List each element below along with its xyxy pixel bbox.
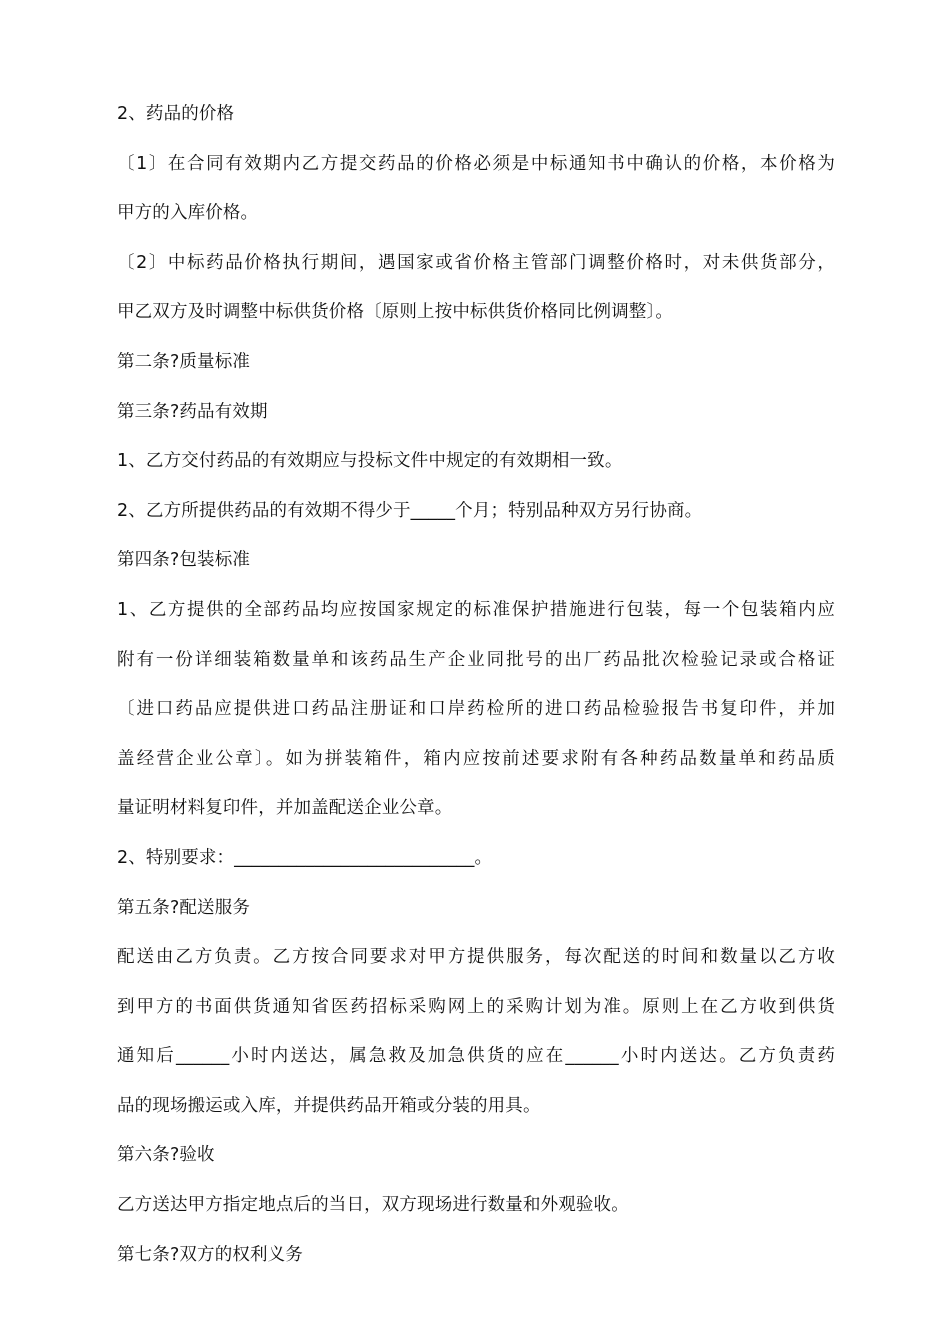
text-line: 附有一份详细装箱数量单和该药品生产企业同批号的出厂药品批次检验记录或合格证 — [117, 649, 835, 670]
text-line: 盖经营企业公章〕。如为拼装箱件，箱内应按前述要求附有各种药品数量单和药品质 — [117, 748, 835, 769]
text-line: 品的现场搬运或入库，并提供药品开箱或分装的用具。 — [117, 1095, 541, 1116]
text-line: 乙方送达甲方指定地点后的当日，双方现场进行数量和外观验收。 — [117, 1195, 629, 1216]
text-line: 第四条?包装标准 — [117, 550, 250, 571]
text-line: 通知后______小时内送达，属急救及加急供货的应在______小时内送达。乙方负责药 — [117, 1046, 835, 1067]
text-line: 第三条?药品有效期 — [117, 401, 268, 422]
text-line: 量证明材料复印件，并加盖配送企业公章。 — [117, 798, 453, 819]
text-line: 甲乙双方及时调整中标供货价格〔原则上按中标供货价格同比例调整〕。 — [117, 302, 674, 323]
text-line: 到甲方的书面供货通知省医药招标采购网上的采购计划为准。原则上在乙方收到供货 — [117, 996, 835, 1017]
text-line: 1、乙方提供的全部药品均应按国家规定的标准保护措施进行包装，每一个包装箱内应 — [117, 599, 835, 620]
text-line: 〔2〕中标药品价格执行期间，遇国家或省价格主管部门调整价格时，对未供货部分， — [117, 252, 835, 273]
text-line: 〔1〕在合同有效期内乙方提交药品的价格必须是中标通知书中确认的价格，本价格为 — [117, 153, 835, 174]
text-line: 第六条?验收 — [117, 1145, 215, 1166]
text-line: 〔进口药品应提供进口药品注册证和口岸药检所的进口药品检验报告书复印件，并加 — [117, 699, 835, 720]
text-line: 2、特别要求：___________________________。 — [117, 847, 493, 868]
text-line: 第七条?双方的权利义务 — [117, 1244, 303, 1265]
text-line: 2、药品的价格 — [117, 104, 235, 124]
text-line: 1、乙方交付药品的有效期应与投标文件中规定的有效期相一致。 — [117, 451, 623, 472]
document-body — [117, 96, 835, 1286]
text-line: 2、乙方所提供药品的有效期不得少于_____个月；特别品种双方另行协商。 — [117, 500, 703, 521]
text-line: 配送由乙方负责。乙方按合同要求对甲方提供服务，每次配送的时间和数量以乙方收 — [117, 947, 835, 968]
text-line: 第二条?质量标准 — [117, 351, 250, 372]
text-line: 第五条?配送服务 — [117, 897, 250, 918]
text-line: 甲方的入库价格。 — [117, 203, 259, 224]
